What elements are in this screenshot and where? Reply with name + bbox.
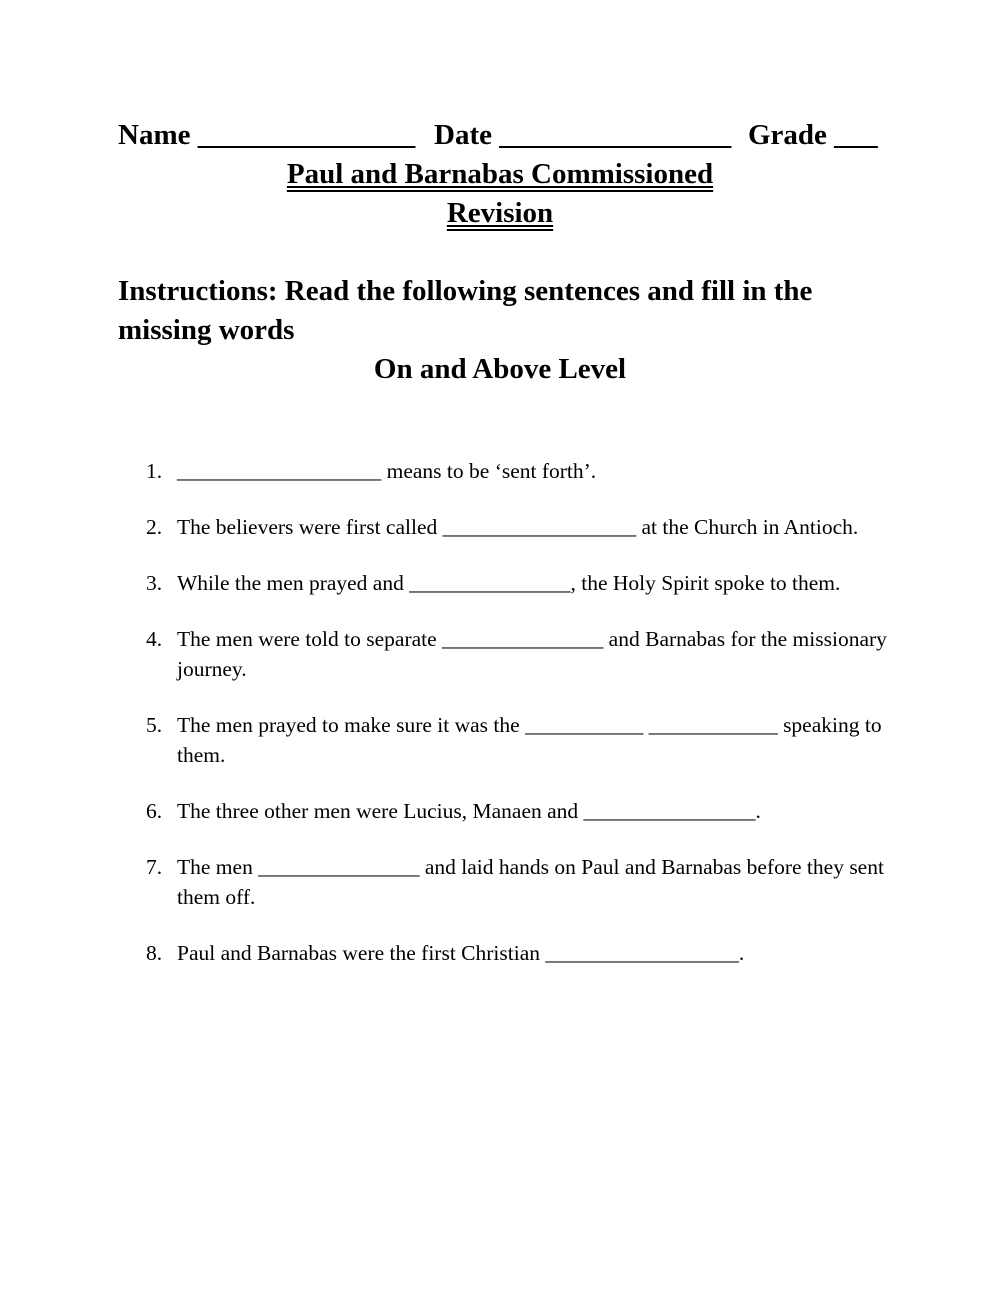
worksheet-subtitle bbox=[0, 194, 1000, 232]
title-line-1: Paul and Barnabas Commissioned bbox=[286, 158, 714, 190]
worksheet-title bbox=[0, 155, 1000, 193]
question-text: The men _______________ and laid hands on Paul and Barnabas before they sent them off. bbox=[177, 855, 884, 909]
question-number: 2. bbox=[146, 515, 163, 539]
question-number: 5. bbox=[146, 713, 163, 737]
question-item bbox=[146, 796, 896, 826]
question-item bbox=[146, 568, 896, 598]
question-text: The men were told to separate _______________ and Barnabas for the missionary journey. bbox=[177, 627, 887, 681]
question-item bbox=[146, 852, 896, 912]
question-list bbox=[146, 456, 896, 994]
question-text: Paul and Barnabas were the first Christian __________________. bbox=[177, 941, 745, 965]
grade-field: Grade ___ bbox=[748, 119, 878, 151]
question-number: 6. bbox=[146, 799, 163, 823]
level-heading: On and Above Level bbox=[373, 353, 627, 385]
question-item bbox=[146, 710, 896, 770]
question-text: The three other men were Lucius, Manaen and ________________. bbox=[177, 799, 761, 823]
question-item bbox=[146, 938, 896, 968]
question-item bbox=[146, 624, 896, 684]
question-number: 7. bbox=[146, 855, 163, 879]
question-number: 3. bbox=[146, 571, 163, 595]
question-item bbox=[146, 512, 896, 542]
question-text: ___________________ means to be ‘sent forth’. bbox=[177, 459, 597, 483]
question-text: While the men prayed and _______________, the Holy Spirit spoke to them. bbox=[177, 571, 841, 595]
question-number: 1. bbox=[146, 459, 163, 483]
question-number: 4. bbox=[146, 627, 163, 651]
name-field: Name _______________ bbox=[118, 119, 416, 151]
question-item bbox=[146, 456, 896, 486]
date-field: Date ________________ bbox=[434, 119, 732, 151]
question-text: The men prayed to make sure it was the ___________ ____________ speaking to them. bbox=[177, 713, 882, 767]
title-line-2: Revision bbox=[446, 197, 554, 229]
question-text: The believers were first called __________________ at the Church in Antioch. bbox=[177, 515, 859, 539]
instructions: Instructions: Read the following sentences and fill in the missing words bbox=[118, 275, 813, 346]
question-number: 8. bbox=[146, 941, 163, 965]
